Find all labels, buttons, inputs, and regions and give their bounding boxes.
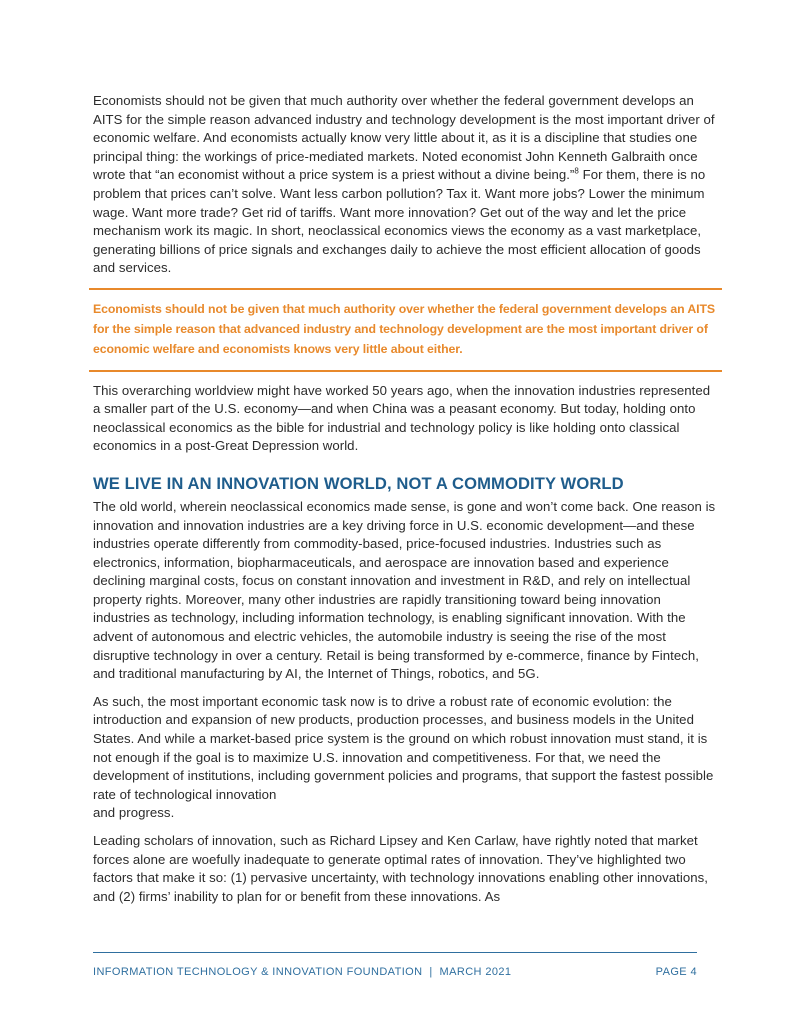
paragraph-3: The old world, wherein neoclassical economics made sense, is gone and won’t come back. One reason is innovation and innovation industries are a key driving force in U.S. economic development—and these industries operate differently from commodity-based, price-focused industries. Industries such as electronics, information, biopharmaceuticals, and aerospace are innovation based and experience declining marginal costs, focus on constant innovation and investment in R&D, and rely on intellectual property rights. Moreover, many other industries are rapidly transitioning toward being innovation industries as technology, including information technology, is enabling significant innovation. With the advent of autonomous and electric vehicles, the automobile industry is seeing the rise of the most disruptive technology in over a century. Retail is being transformed by e-commerce, finance by Fintech, and traditional manufacturing by AI, the Internet of Things, robotics, and 5G.	[93, 498, 716, 682]
paragraph-5: Leading scholars of innovation, such as Richard Lipsey and Ken Carlaw, have rightly noted that market forces alone are woefully inadequate to generate optimal rates of innovation. They’ve highlighted two factors that make it so: (1) pervasive uncertainty, with technology innovations enabling other innovations, and (2) firms’ inability to plan for or benefit from these innovations. As	[93, 833, 708, 904]
footnote-ref[interactable]: 8	[574, 166, 579, 176]
pull-quote	[89, 288, 722, 372]
paragraph-4: As such, the most important economic task now is to drive a robust rate of economic evolution: the introduction and expansion of new products, production processes, and business models in the United States. And while a market-based price system is the ground on which robust innovation must stand, it is not enough if the goal is to maximize U.S. innovation and competitiveness. For that, we need the development of institutions, including government policies and programs, that support the fastest possible rate of technological innovation and progress.	[93, 693, 714, 821]
footer-page-number: PAGE 4	[655, 966, 697, 978]
section-heading: WE LIVE IN AN INNOVATION WORLD, NOT A COMMODITY WORLD	[93, 473, 624, 493]
footer-publisher: INFORMATION TECHNOLOGY & INNOVATION FOUNDATION | MARCH 2021	[93, 966, 512, 978]
paragraph-2: This overarching worldview might have worked 50 years ago, when the innovation industries represented a smaller part of the U.S. economy—and when China was a peasant economy. But today, holding onto neoclassical economics as the bible for industrial and technology policy is like holding onto classical economics in a post-Great Depression world.	[93, 382, 711, 454]
paragraph-1: Economists should not be given that much authority over whether the federal government develops an AITS for the simple reason advanced industry and technology development is the most important driver of economic welfare. And economists actually know very little about it, as it is a discipline that studies one principal thing: the workings of price-mediated markets. Noted economist John Kenneth Galbraith once wrote that “an economist without a price system is a priest without a divine being.”$^8$ For them, there is no problem that prices can’t solve. Want less carbon pollution? Tax it. Want more jobs? Lower the minimum wage. Want more trade? Get rid of tariffs. Want more innovation? Get out of the way and let the price mechanism work its magic. In short, neoclassical economics views the economy as a vast marketplace, generating billions of price signals and exchanges daily to achieve the most efficient allocation of goods and services.	[93, 93, 715, 276]
pull-quote-text: Economists should not be given that much authority over whether the federal government develops an AITS for the simple reason that advanced industry and technology development are the most important driver of economic welfare and economists knows very little about either.	[93, 301, 715, 357]
page-footer	[93, 952, 697, 978]
page-body	[93, 92, 718, 906]
